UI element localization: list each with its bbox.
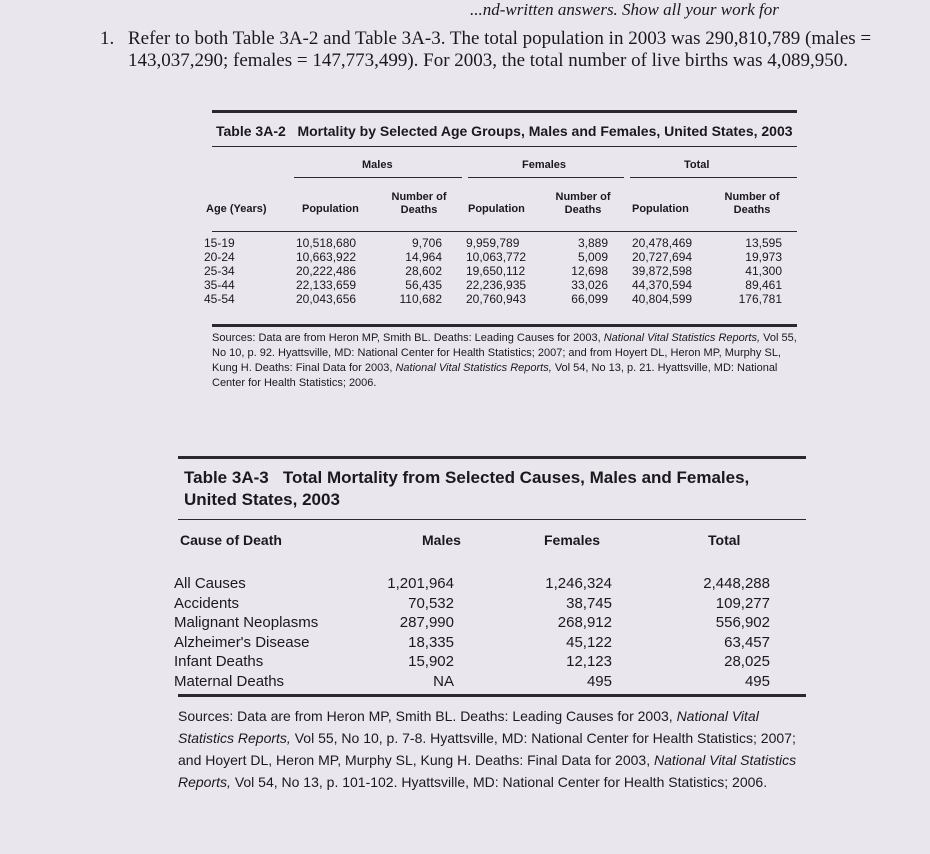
cell: 20,478,469 xyxy=(632,236,693,250)
table-3a3-column-header xyxy=(178,520,806,564)
female-population-column xyxy=(466,236,526,306)
cell: 495 xyxy=(744,672,770,690)
cell: Alzheimer's Disease xyxy=(174,633,310,651)
cell: 556,902 xyxy=(715,614,770,631)
cell: 22,236,935 xyxy=(466,278,527,292)
source-journal: National Vital Statistics Reports, xyxy=(395,362,552,374)
cell: 176,781 xyxy=(738,292,782,306)
total-column xyxy=(686,574,770,691)
cell: 5,009 xyxy=(577,250,608,264)
table-3a3-title xyxy=(184,467,806,511)
cell: 33,026 xyxy=(571,278,608,292)
table-3a2-body xyxy=(204,232,797,324)
question-number: 1. xyxy=(100,28,115,49)
source-text: Vol 55, No 10, p. 92. Hyattsville, MD: National Center for Health Statistics; 2007; and from Hoyert DL, Heron MP, Murphy SL, Kung H. Deaths: Final Data for 2003, xyxy=(212,332,797,374)
cause-column xyxy=(174,574,318,691)
cell: 10,663,922 xyxy=(296,250,357,264)
male-population-column xyxy=(296,236,356,306)
group-rule-total xyxy=(630,177,797,178)
cell: 66,099 xyxy=(571,292,608,306)
males-column xyxy=(374,574,454,691)
group-rule-males xyxy=(294,177,462,178)
group-total: Total xyxy=(684,159,710,171)
table-3a2-sources xyxy=(212,331,797,391)
cell: Accidents xyxy=(174,594,240,612)
cell: 10,063,772 xyxy=(466,250,527,264)
cell: 109,277 xyxy=(715,594,770,612)
cell: 35-44 xyxy=(204,278,235,292)
question-text: Refer to both Table 3A-2 and Table 3A-3. The total population in 2003 was 290,810,789 (males = 143,037,290; females = 147,773,499). For 2003, the total number of live births was 4,089,950. xyxy=(128,28,872,71)
cell: 40,804,599 xyxy=(632,292,693,306)
source-journal: National Vital Statistics Reports, xyxy=(178,708,759,746)
source-text: Vol 55, No 10, p. 7-8. Hyattsville, MD: National Center for Health Statistics; 2007; and Hoyert DL, Heron MP, Murphy SL, Kung H. Deaths: Final Data for 2003, xyxy=(178,730,796,768)
table-3a3 xyxy=(174,456,806,793)
cell: 19,973 xyxy=(745,250,782,264)
table-3a2-caption: Mortality by Selected Age Groups, Males and Females, United States, 2003 xyxy=(297,123,793,139)
source-journal: National Vital Statistics Reports, xyxy=(178,752,797,790)
cell: 12,123 xyxy=(566,653,612,670)
col-total: Total xyxy=(708,532,741,548)
cell: 14,964 xyxy=(405,250,442,264)
cell: 44,370,594 xyxy=(632,278,693,292)
cell: 25-34 xyxy=(204,264,235,278)
cell: 268,912 xyxy=(557,614,612,631)
cell: 495 xyxy=(586,672,612,690)
header-fragment: ...nd-written answers. Show all your work for xyxy=(470,0,779,19)
source-text: Sources: Data are from Heron MP, Smith BL. Deaths: Leading Causes for 2003, xyxy=(178,708,673,724)
table-3a2-group-header xyxy=(212,147,797,187)
cell: 15-19 xyxy=(204,236,235,250)
cell: 287,990 xyxy=(399,614,454,631)
table-3a3-label: Table 3A-3 xyxy=(184,468,269,487)
cell: 20,222,486 xyxy=(296,264,357,278)
table-rule xyxy=(178,694,806,697)
col-age: Age (Years) xyxy=(206,203,267,215)
cell: 20-24 xyxy=(204,250,235,264)
cell: 20,727,694 xyxy=(632,250,693,264)
cell: 13,595 xyxy=(745,236,782,250)
cell: Infant Deaths xyxy=(174,653,264,670)
source-text: Vol 54, No 13, p. 101-102. Hyattsville, MD: National Center for Health Statistics; 2006. xyxy=(234,774,768,790)
col-f-pop: Population xyxy=(468,203,525,215)
col-m-deaths: Number of Deaths xyxy=(391,191,447,216)
cell: 3,889 xyxy=(577,236,608,250)
cell: 28,602 xyxy=(405,264,442,278)
col-m-pop: Population xyxy=(302,203,359,215)
cell: 45,122 xyxy=(566,633,612,651)
col-cause: Cause of Death xyxy=(180,532,282,548)
col-males: Males xyxy=(422,532,461,548)
source-text: Sources: Data are from Heron MP, Smith BL. Deaths: Leading Causes for 2003, xyxy=(212,332,601,344)
group-rule-females xyxy=(468,177,624,178)
cell: 89,461 xyxy=(745,278,782,292)
total-population-column xyxy=(632,236,692,306)
females-column xyxy=(528,574,612,691)
table-3a2-label: Table 3A-2 xyxy=(216,123,286,139)
cell: 22,133,659 xyxy=(296,278,357,292)
cell: 70,532 xyxy=(408,594,454,612)
cell: 18,335 xyxy=(408,633,454,651)
cell: 15,902 xyxy=(408,653,454,670)
cell: 9,706 xyxy=(411,236,442,250)
cell: 41,300 xyxy=(745,264,782,278)
col-t-pop: Population xyxy=(632,203,689,215)
cell: 2,448,288 xyxy=(703,575,770,592)
table-rule xyxy=(212,110,797,113)
source-journal: National Vital Statistics Reports, xyxy=(603,332,761,344)
cell: 10,518,680 xyxy=(296,236,357,250)
table-3a2 xyxy=(204,110,797,391)
cell: NA xyxy=(433,672,454,690)
table-3a2-title xyxy=(216,123,797,140)
cell: 20,043,656 xyxy=(296,292,357,306)
total-deaths-column xyxy=(722,236,782,306)
cell: 9,959,789 xyxy=(466,236,520,250)
cell: 38,745 xyxy=(566,594,612,612)
group-males: Males xyxy=(362,159,393,171)
table-rule xyxy=(212,324,797,327)
col-t-deaths: Number of Deaths xyxy=(724,191,780,216)
col-f-deaths: Number of Deaths xyxy=(555,191,611,216)
table-3a2-column-header xyxy=(206,187,797,231)
table-3a3-caption: Total Mortality from Selected Causes, Males and Females, United States, 2003 xyxy=(184,468,750,509)
cell: 28,025 xyxy=(724,653,770,670)
cell: 19,650,112 xyxy=(466,264,526,278)
female-deaths-column xyxy=(552,236,608,306)
table-3a3-body xyxy=(174,564,806,694)
col-females: Females xyxy=(544,532,601,548)
male-deaths-column xyxy=(384,236,442,306)
group-females: Females xyxy=(522,159,567,171)
source-text: Vol 54, No 13, p. 21. Hyattsville, MD: National Center for Health Statistics; 2006. xyxy=(212,362,778,389)
cell: 1,246,324 xyxy=(545,575,612,592)
cell: All Causes xyxy=(174,575,246,592)
cell: 45-54 xyxy=(204,292,235,306)
cell: Malignant Neoplasms xyxy=(174,614,319,631)
cell: 56,435 xyxy=(405,278,442,292)
cell: 63,457 xyxy=(724,633,770,651)
table-rule xyxy=(178,456,806,459)
table-3a3-sources xyxy=(178,705,806,793)
age-column xyxy=(204,236,235,306)
cell: 12,698 xyxy=(571,264,608,278)
cell: 1,201,964 xyxy=(387,575,454,592)
cell: 20,760,943 xyxy=(466,292,527,306)
cell: Maternal Deaths xyxy=(174,672,285,690)
cell: 110,682 xyxy=(399,292,442,306)
cell: 39,872,598 xyxy=(632,264,693,278)
